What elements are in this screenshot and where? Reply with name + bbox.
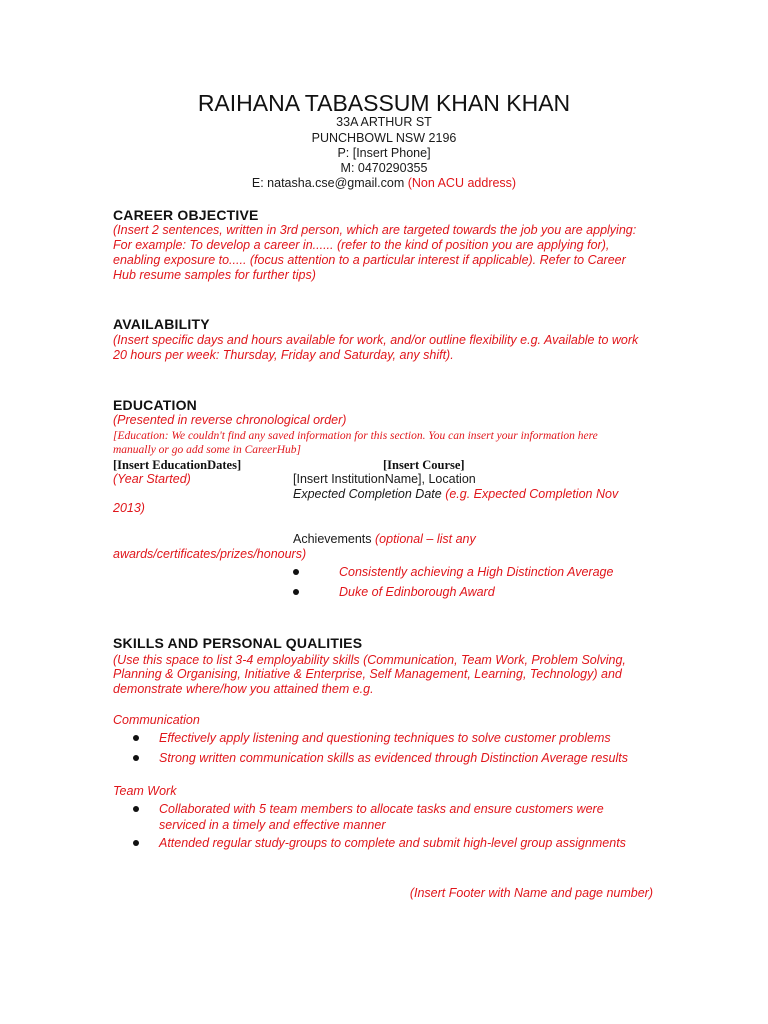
education-order-note: (Presented in reverse chronological order) [113, 413, 347, 427]
bullet-icon [133, 840, 139, 846]
institution-location: [Insert InstitutionName], Location [293, 472, 476, 486]
education-dates-label: [Insert EducationDates] [113, 458, 242, 472]
career-objective-line: (Insert 2 sentences, written in 3rd person, which are targeted towards the job you are applying: [113, 223, 637, 237]
email-note: (Non ACU address) [407, 176, 517, 190]
completion-label: Expected Completion Date [293, 487, 442, 501]
expected-completion [293, 487, 618, 502]
skills-line: demonstrate where/how you attained them e.g. [113, 682, 374, 696]
email-address[interactable]: E: natasha.cse@gmail.com [251, 176, 405, 190]
careerhub-note: manually or go add some in CareerHub] [113, 444, 302, 456]
availability-line: (Insert specific days and hours available for work, and/or outline flexibility e.g. Available to work [113, 333, 639, 347]
year-started: (Year Started) [113, 472, 191, 486]
communication-item: Effectively apply listening and questioning techniques to solve customer problems [159, 731, 611, 745]
career-objective-line: For example: To develop a career in...... (refer to the kind of position you are applying for), [113, 238, 610, 252]
education-heading: EDUCATION [113, 397, 197, 413]
achievements-line [293, 532, 476, 547]
completion-year: 2013) [113, 501, 145, 515]
achievements-label: Achievements [293, 532, 372, 546]
phone-line: P: [Insert Phone] [337, 146, 431, 160]
completion-example: (e.g. Expected Completion Nov [445, 487, 619, 501]
bullet-icon [133, 735, 139, 741]
bullet-icon [133, 806, 139, 812]
education-course-label: [Insert Course] [383, 458, 465, 472]
team-work-label: Team Work [113, 784, 177, 798]
communication-item: Strong written communication skills as evidenced through Distinction Average results [159, 751, 628, 765]
team-work-item: Attended regular study-groups to complete and submit high-level group assignments [159, 836, 626, 850]
mobile-line: M: 0470290355 [340, 161, 428, 175]
candidate-name: RAIHANA TABASSUM KHAN KHAN [197, 90, 571, 116]
team-work-item-continued: serviced in a timely and effective manner [159, 818, 386, 832]
availability-heading: AVAILABILITY [113, 316, 210, 332]
bullet-icon [293, 569, 299, 575]
careerhub-note: [Education: We couldn't find any saved information for this section. You can insert your information here [113, 430, 598, 442]
team-work-item: Collaborated with 5 team members to allocate tasks and ensure customers were [159, 802, 604, 816]
bullet-icon [293, 589, 299, 595]
skills-line: (Use this space to list 3-4 employability skills (Communication, Team Work, Problem Solving, [113, 653, 626, 667]
career-objective-line: Hub resume samples for further tips) [113, 268, 316, 282]
email-line [0, 175, 768, 191]
availability-line: 20 hours per week: Thursday, Friday and Saturday, any shift). [113, 348, 454, 362]
address-line-1: 33A ARTHUR ST [336, 115, 432, 129]
career-objective-line: enabling exposure to..... (focus attention to a particular interest if applicable). Refer to Career [113, 253, 626, 267]
skills-line: Planning & Organising, Initiative & Enterprise, Self Management, Learning, Technology) and [113, 667, 622, 681]
address-line-2: PUNCHBOWL NSW 2196 [311, 131, 457, 145]
skills-heading: SKILLS AND PERSONAL QUALITIES [113, 635, 363, 651]
achievement-item: Consistently achieving a High Distinction Average [339, 565, 614, 579]
career-objective-heading: CAREER OBJECTIVE [113, 207, 259, 223]
bullet-icon [133, 755, 139, 761]
achievements-note-continued: awards/certificates/prizes/honours) [113, 547, 307, 561]
achievements-note: (optional – list any [375, 532, 476, 546]
footer-note: (Insert Footer with Name and page number) [409, 886, 653, 900]
achievement-item: Duke of Edinborough Award [339, 585, 495, 599]
communication-label: Communication [113, 713, 200, 727]
